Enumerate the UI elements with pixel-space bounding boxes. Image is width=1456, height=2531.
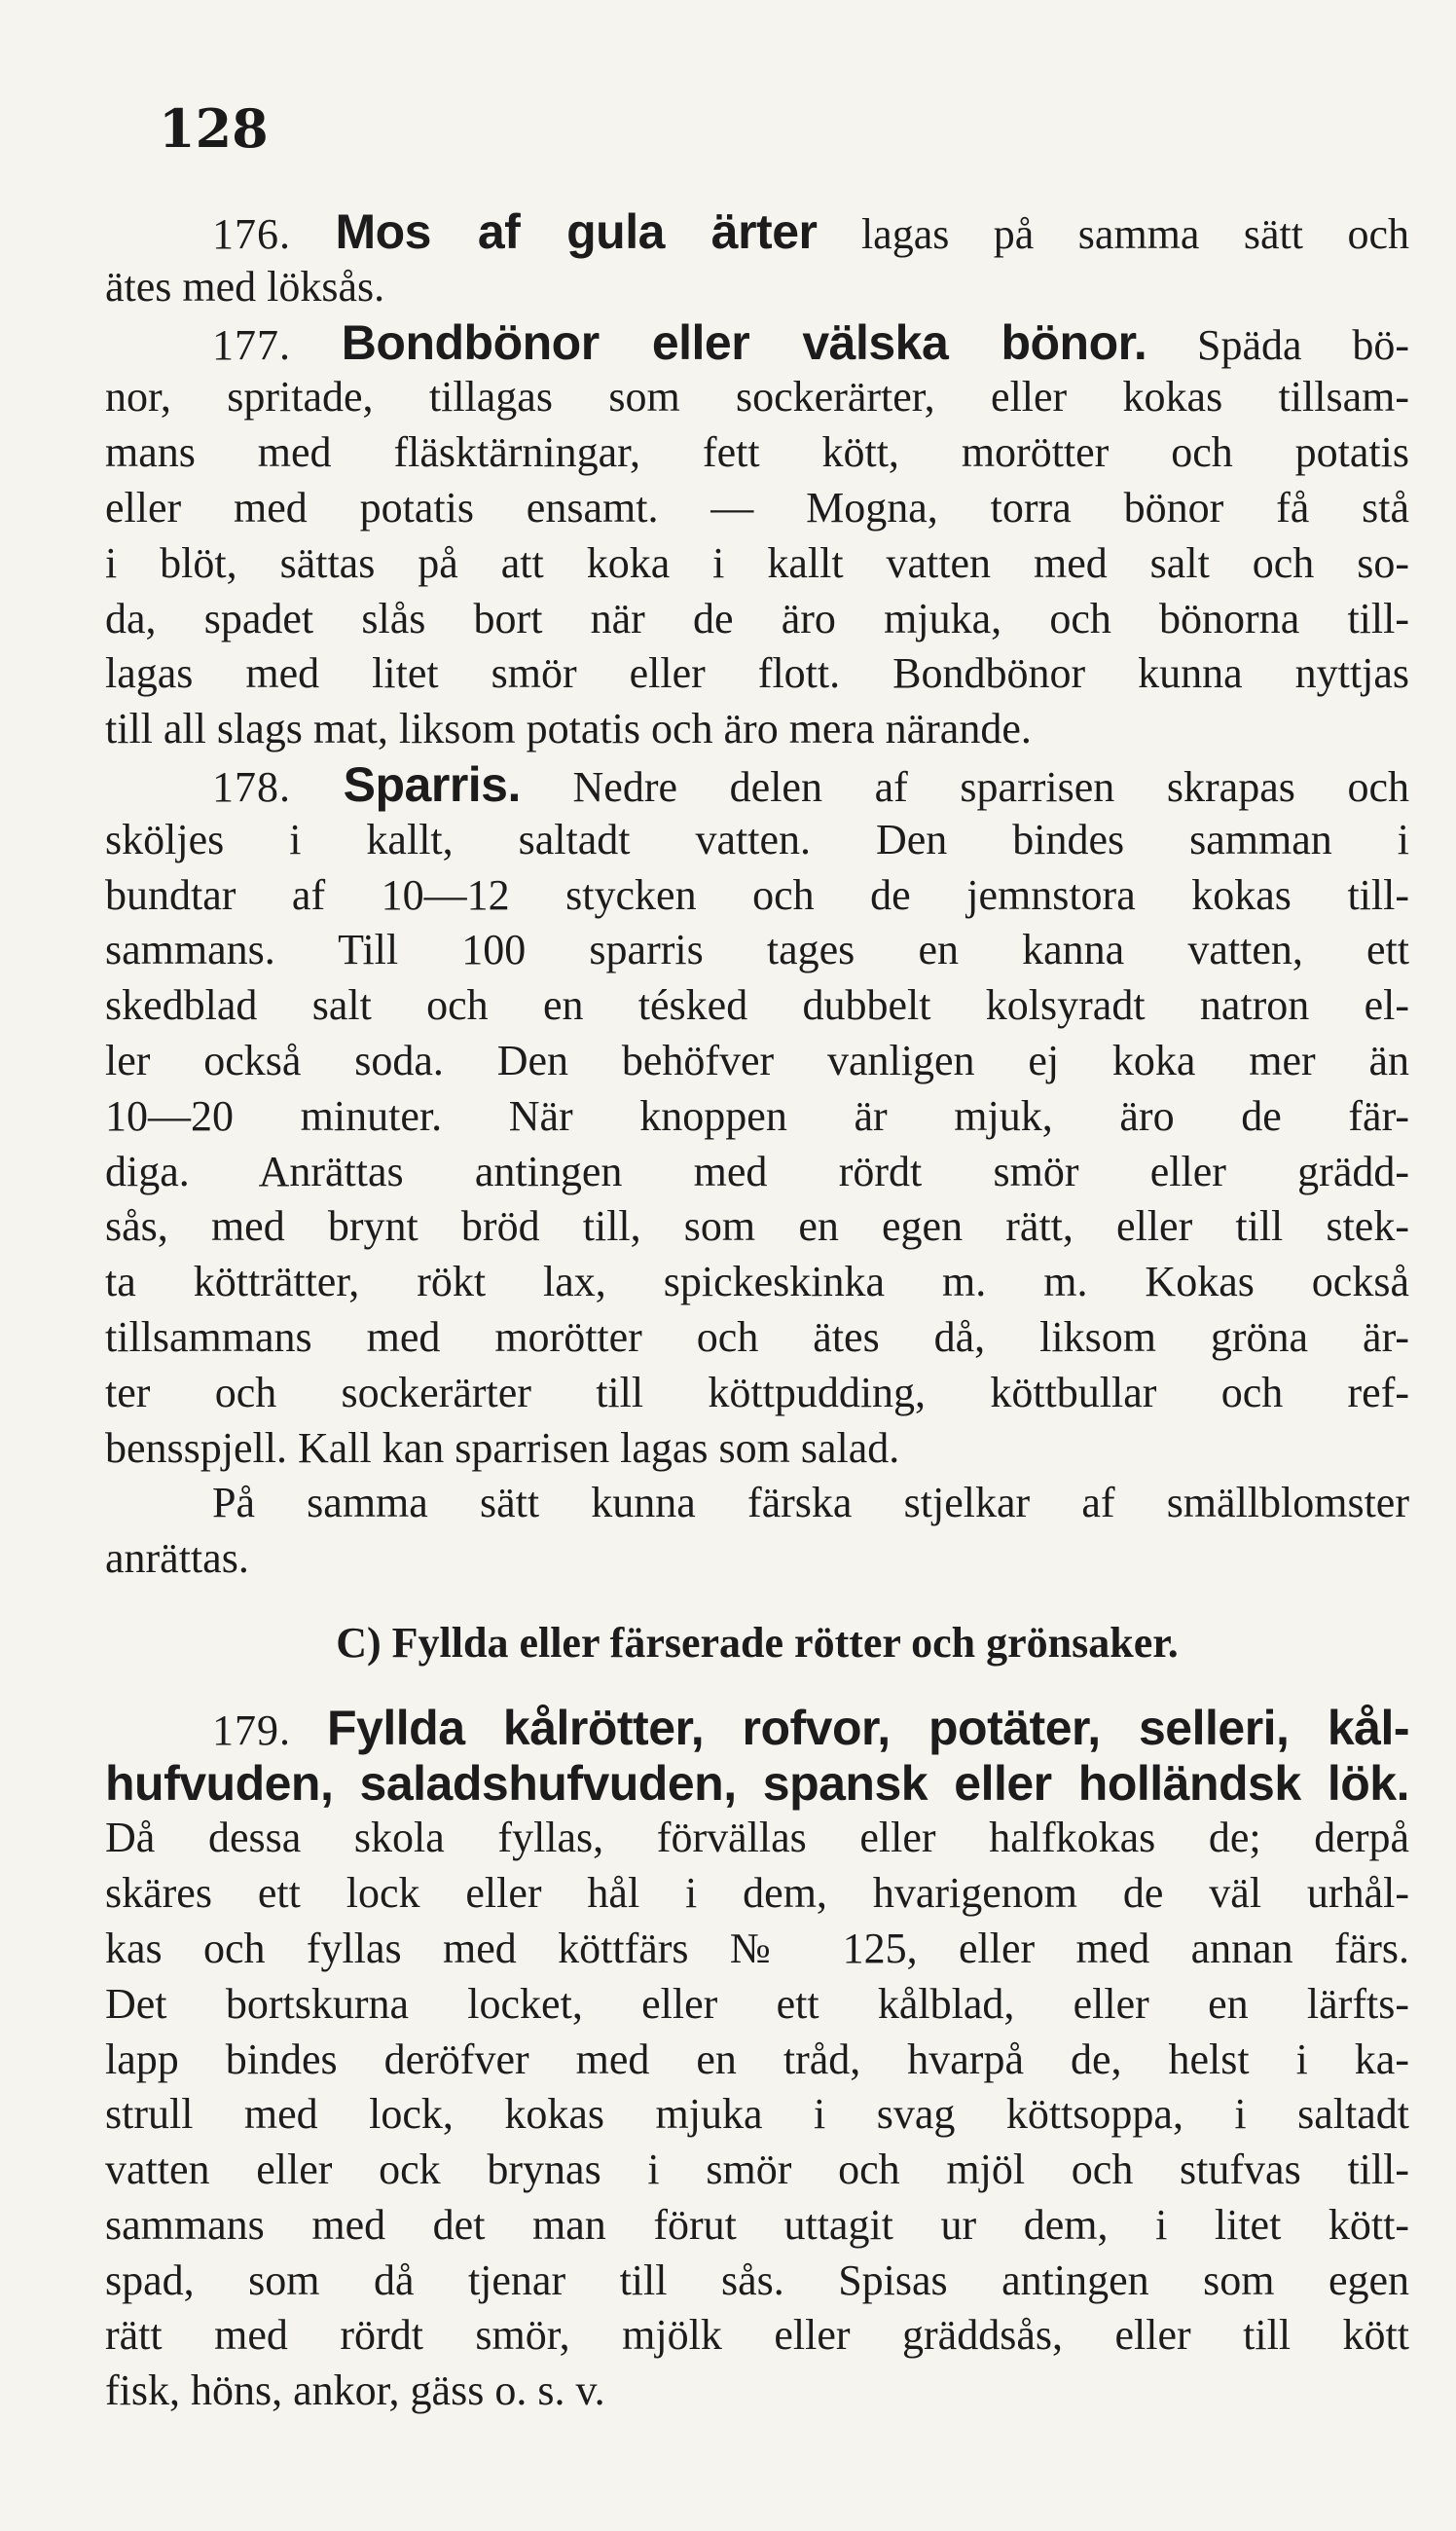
recipe-number: 178.: [212, 762, 291, 811]
recipe-179: [105, 1701, 1409, 2419]
text-line: nor, spritade, tillagas som sockerärter, eller kokas tillsam-: [105, 373, 1409, 422]
text-line: ta kötträtter, rökt lax, spickeskinka m. m. Kokas också: [105, 1258, 1409, 1306]
text-fragment: Späda bö-: [1197, 320, 1410, 369]
recipe-177: [105, 315, 1409, 757]
recipe-178: [105, 757, 1409, 1587]
text-line: kas och fyllas med köttfärs № 125, eller med annan färs.: [105, 1924, 1409, 1972]
text-line: skedblad salt och en tésked dubbelt kolsyradt natron el-: [105, 981, 1409, 1030]
text-line: spad, som då tjenar till sås. Spisas antingen som egen: [105, 2256, 1409, 2304]
page-number: 128: [159, 97, 269, 160]
recipe-title: Sparris.: [343, 756, 521, 812]
recipe-number: 177.: [212, 320, 291, 369]
text-line: sammans med det man förut uttagit ur dem, i litet kött-: [105, 2200, 1409, 2249]
recipe-title: Mos af gula ärter: [335, 204, 818, 259]
recipe-title: Fyllda kålrötter, rofvor, potäter, selleri, kål-: [327, 1700, 1410, 1755]
text-line: På samma sätt kunna färska stjelkar af smällblomster: [212, 1479, 1409, 1527]
text-line: sköljes i kallt, saltadt vatten. Den bindes samman i: [105, 815, 1409, 863]
text-line: [105, 204, 1409, 260]
text-line: bundtar af 10—12 stycken och de jemnstora kokas till-: [105, 870, 1409, 919]
text-line: skäres ett lock eller hål i dem, hvarigenom de väl urhål-: [105, 1869, 1409, 1918]
text-line: ler också soda. Den behöfver vanligen ej koka mer än: [105, 1036, 1409, 1084]
text-line: anrättas.: [105, 1534, 249, 1583]
text-line: strull med lock, kokas mjuka i svag köttsoppa, i saltadt: [105, 2090, 1409, 2139]
text-line: Det bortskurna locket, eller ett kålblad, eller en lärfts-: [105, 1979, 1409, 2028]
text-line: fisk, höns, ankor, gäss o. s. v.: [105, 2366, 605, 2415]
recipe-number: 179.: [212, 1706, 291, 1754]
text-line: lagas med litet smör eller flott. Bondbönor kunna nyttjas: [105, 649, 1409, 698]
text-fragment: lagas på samma sätt och: [860, 210, 1409, 258]
text-line: [105, 315, 1409, 371]
text-line: i blöt, sättas på att koka i kallt vatten med salt och so-: [105, 538, 1409, 587]
text-line: [105, 1701, 1409, 1756]
text-line: tillsammans med morötter och ätes då, liksom gröna är-: [105, 1312, 1409, 1361]
text-line: rätt med rördt smör, mjölk eller gräddsås, eller till kött: [105, 2311, 1409, 2360]
recipe-title: hufvuden, saladshufvuden, spansk eller holländsk lök.: [105, 1755, 1409, 1811]
recipe-176: [105, 204, 1409, 315]
text-line: [105, 757, 1409, 813]
recipe-number: 176.: [212, 210, 291, 258]
text-fragment: Nedre delen af sparrisen skrapas och: [572, 762, 1410, 811]
text-line: sammans. Till 100 sparris tages en kanna vatten, ett: [105, 926, 1409, 974]
text-line: bensspjell. Kall kan sparrisen lagas som salad.: [105, 1423, 900, 1472]
recipe-text: [105, 204, 1409, 2419]
text-line: ter och sockerärter till köttpudding, köttbullar och ref-: [105, 1368, 1409, 1416]
text-line: vatten eller ock brynas i smör och mjöl och stufvas till-: [105, 2146, 1409, 2194]
text-line: ätes med löksås.: [105, 262, 385, 311]
spacer: [105, 1587, 1409, 1616]
text-line: mans med fläsktärningar, fett kött, morötter och potatis: [105, 428, 1409, 477]
text-line: till all slags mat, liksom potatis och äro mera närande.: [105, 705, 1032, 753]
text-line: lapp bindes deröfver med en tråd, hvarpå de, helst i ka-: [105, 2035, 1409, 2083]
text-line: sås, med brynt bröd till, som en egen rätt, eller till stek-: [105, 1202, 1409, 1251]
text-line: Då dessa skola fyllas, förvällas eller halfkokas de; derpå: [105, 1814, 1409, 1862]
text-line: diga. Anrättas antingen med rördt smör eller grädd-: [105, 1147, 1409, 1195]
text-line: eller med potatis ensamt. — Mogna, torra bönor få stå: [105, 483, 1409, 532]
spacer: [105, 1671, 1409, 1701]
text-line: 10—20 minuter. När knoppen är mjuk, äro de fär-: [105, 1091, 1409, 1140]
recipe-title: Bondbönor eller välska bönor.: [341, 314, 1147, 370]
text-line: da, spadet slås bort när de äro mjuka, och bönorna till-: [105, 594, 1409, 642]
section-heading: C) Fyllda eller färserade rötter och grönsaker.: [336, 1618, 1179, 1667]
